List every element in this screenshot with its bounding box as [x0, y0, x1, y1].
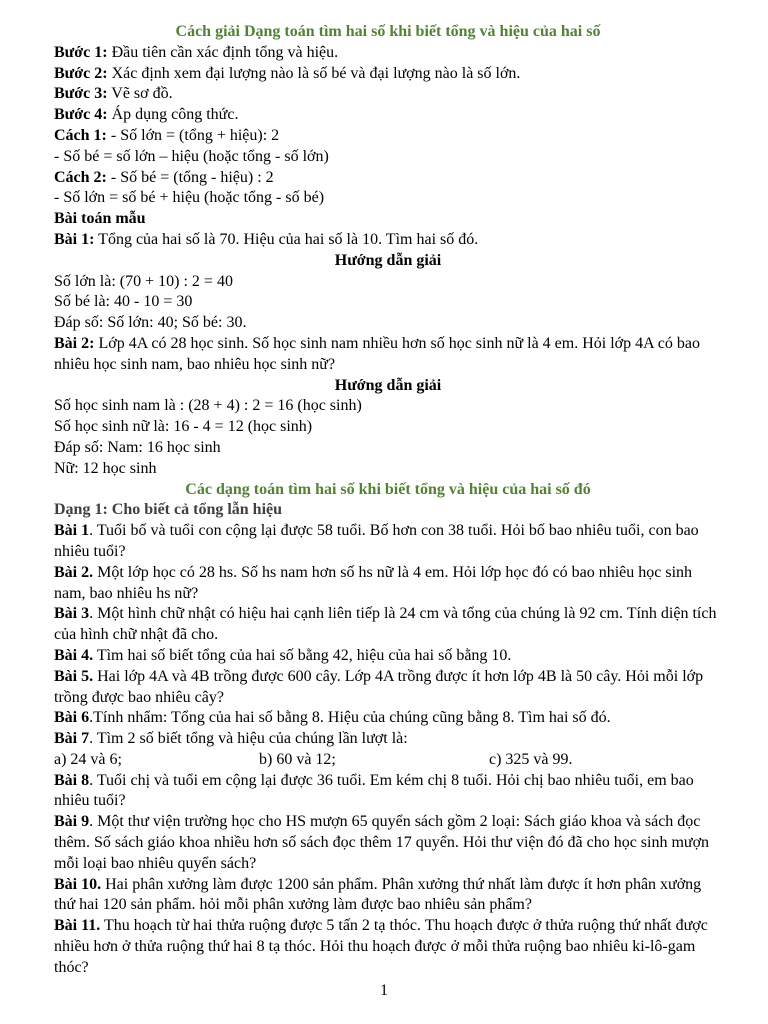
problem-label: Bài 2. — [54, 563, 94, 581]
step-text: Đầu tiên cần xác định tổng và hiệu. — [107, 43, 339, 61]
problem-text: . Tuổi bố và tuổi con cộng lại được 58 tuổi. Bố hơn con 38 tuổi. Hỏi bố bao nhiêu tuổi, con bao nhiêu tuổi? — [54, 522, 699, 560]
solution-line: Đáp số: Nam: 16 học sinh — [54, 438, 221, 456]
problem-3 — [54, 604, 722, 646]
step-4 — [54, 105, 722, 126]
step-2 — [54, 64, 722, 85]
step-label: Bước 3: — [54, 85, 108, 103]
problem-5 — [54, 667, 722, 709]
problem-7-options — [54, 750, 722, 771]
section-title-types: Các dạng toán tìm hai số khi biết tổng và hiệu của hai số đó — [185, 480, 591, 498]
document-body — [54, 22, 722, 979]
sample-heading: Bài toán mẫu — [54, 210, 146, 228]
solution-line: Nữ: 12 học sinh — [54, 459, 157, 477]
problem-6 — [54, 708, 722, 729]
problem-8 — [54, 771, 722, 813]
problem-label: Bài 4. — [54, 646, 94, 664]
method-2-line2: - Số lớn = số bé + hiệu (hoặc tổng - số bé) — [54, 189, 325, 207]
problem-11 — [54, 916, 722, 978]
method-label: Cách 1: — [54, 126, 107, 144]
problem-text: Một lớp học có 28 hs. Số hs nam hơn số hs nữ là 4 em. Hỏi lớp học đó có bao nhiêu học sinh nam, bao nhiêu hs nữ? — [54, 563, 693, 602]
example-1 — [54, 230, 722, 251]
solution-line: Đáp số: Số lớn: 40; Số bé: 30. — [54, 314, 247, 332]
option-c: c) 325 và 99. — [489, 750, 573, 768]
method-1-line2: - Số bé = số lớn – hiệu (hoặc tổng - số lớn) — [54, 147, 329, 165]
problem-label: Bài 3 — [54, 605, 90, 623]
option-a: a) 24 và 6; — [54, 750, 122, 768]
problem-9 — [54, 812, 722, 874]
method-label: Cách 2: — [54, 168, 107, 186]
example-text: Lớp 4A có 28 học sinh. Số học sinh nam nhiều hơn số học sinh nữ là 4 em. Hỏi lớp 4A có bao nhiêu học sinh nam, bao nhiêu học sinh nữ? — [54, 334, 701, 373]
problem-label: Bài 7 — [54, 730, 90, 748]
step-text: Xác định xem đại lượng nào là số bé và đại lượng nào là số lớn. — [107, 64, 521, 82]
step-3 — [54, 84, 722, 105]
problem-label: Bài 10. — [54, 875, 102, 893]
method-text: - Số bé = (tổng - hiệu) : 2 — [106, 168, 274, 186]
step-label: Bước 2: — [54, 64, 108, 82]
problem-label: Bài 8 — [54, 771, 90, 789]
problem-label: Bài 6 — [54, 709, 90, 727]
problem-label: Bài 11. — [54, 917, 101, 935]
problem-text: .Tính nhẩm: Tổng của hai số bằng 8. Hiệu của chúng cũng bằng 8. Tìm hai số đó. — [89, 709, 611, 727]
example-label: Bài 2: — [54, 334, 95, 352]
page-number: 1 — [380, 982, 388, 999]
method-2 — [54, 168, 722, 189]
problem-text: Hai phân xưởng làm được 1200 sản phẩm. Phân xưởng thứ nhất làm được ít hơn phân xưởng thứ hai 120 sản phẩm. hỏi mỗi phân xưởng làm được bao nhiêu sản phẩm? — [54, 875, 702, 914]
example-label: Bài 1: — [54, 230, 95, 248]
example-text: Tổng của hai số là 70. Hiệu của hai số là 10. Tìm hai số đó. — [94, 230, 479, 248]
type-1-heading: Dạng 1: Cho biết cả tổng lẫn hiệu — [54, 501, 283, 519]
problem-label: Bài 9 — [54, 813, 90, 831]
step-1 — [54, 43, 722, 64]
problem-label: Bài 1 — [54, 522, 90, 540]
problem-text: Tìm hai số biết tổng của hai số bằng 42, hiệu của hai số bằng 10. — [93, 646, 512, 664]
problem-1 — [54, 521, 722, 563]
guide-heading: Hướng dẫn giải — [334, 251, 442, 269]
method-text: - Số lớn = (tổng + hiệu): 2 — [106, 126, 280, 144]
example-2 — [54, 334, 722, 376]
section-title-solution: Cách giải Dạng toán tìm hai số khi biết tổng và hiệu của hai số — [175, 23, 601, 40]
problem-text: . Một hình chữ nhật có hiệu hai cạnh liên tiếp là 24 cm và tổng của chúng là 92 cm. Tính diện tích của hình chữ nhật đã cho. — [54, 605, 717, 644]
step-text: Vẽ sơ đồ. — [107, 85, 173, 103]
problem-7 — [54, 729, 722, 750]
step-text: Áp dụng công thức. — [107, 106, 239, 124]
problem-label: Bài 5. — [54, 667, 94, 685]
problem-4 — [54, 646, 722, 667]
solution-line: Số học sinh nam là : (28 + 4) : 2 = 16 (học sinh) — [54, 397, 362, 415]
solution-line: Số học sinh nữ là: 16 - 4 = 12 (học sinh) — [54, 418, 313, 436]
problem-text: Hai lớp 4A và 4B trồng được 600 cây. Lớp 4A trồng được ít hơn lớp 4B là 50 cây. Hỏi mỗi lớp trồng được bao nhiêu cây? — [54, 667, 704, 706]
option-b: b) 60 và 12; — [259, 750, 336, 768]
solution-line: Số bé là: 40 - 10 = 30 — [54, 293, 193, 311]
method-1 — [54, 126, 722, 147]
problem-text: Thu hoạch từ hai thửa ruộng được 5 tấn 2 tạ thóc. Thu hoạch được ở thửa ruộng thứ nhất được nhiều hơn ở thửa ruộng thứ hai 8 tạ thóc. Hỏi thu hoạch được ở mỗi thửa ruộng bao nhiêu ki-lô-gam thóc? — [54, 917, 708, 976]
problem-10 — [54, 875, 722, 917]
problem-text: . Tìm 2 số biết tổng và hiệu của chúng lần lượt là: — [89, 730, 408, 748]
problem-text: . Một thư viện trường học cho HS mượn 65 quyển sách gồm 2 loại: Sách giáo khoa và sách đọc thêm. Số sách giáo khoa nhiều hơn số sách đọc thêm 17 quyển. Hỏi thư viện đó đã cho học sinh mượn mỗi loại bao nhiêu quyển sách? — [54, 813, 710, 872]
step-label: Bước 1: — [54, 43, 108, 61]
step-label: Bước 4: — [54, 106, 108, 124]
problem-text: . Tuổi chị và tuổi em cộng lại được 36 tuổi. Em kém chị 8 tuổi. Hỏi chị bao nhiêu tuổi, em bao nhiêu tuổi? — [54, 771, 694, 810]
solution-line: Số lớn là: (70 + 10) : 2 = 40 — [54, 272, 233, 290]
guide-heading: Hướng dẫn giải — [334, 376, 442, 394]
problem-2 — [54, 563, 722, 605]
